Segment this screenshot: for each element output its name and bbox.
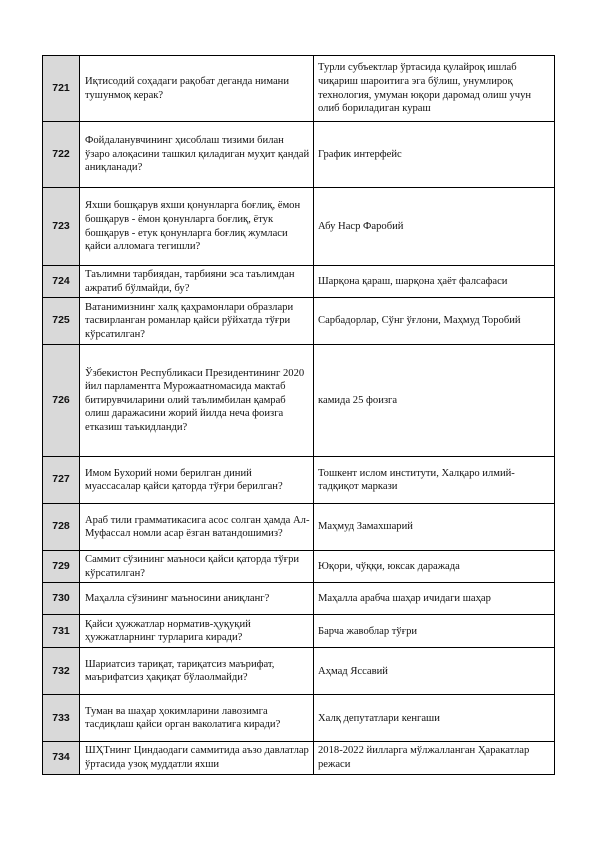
row-number: 727 (43, 457, 80, 504)
table-row (43, 345, 555, 457)
question-cell: Таълимни тарбиядан, тарбияни эса таълимдан ажратиб бўлмайди, бу? (80, 266, 314, 298)
question-cell: Туман ва шаҳар ҳокимларини лавозимга тасдиқлаш қайси орган ваколатига киради? (80, 695, 314, 742)
question-cell: Имом Бухорий номи берилган диний муассасалар қайси қаторда тўғри берилган? (80, 457, 314, 504)
question-cell: ШҲТнинг Циндаодаги саммитида аъзо давлатлар ўртасида узоқ муддатли яхши (80, 742, 314, 774)
answer-cell: Тошкент ислом институти, Халқаро илмий-тадқиқот маркази (314, 457, 555, 504)
table-row (43, 56, 555, 122)
table-row (43, 188, 555, 266)
question-cell: Иқтисодий соҳадаги рақобат деганда нимани тушунмоқ керак? (80, 56, 314, 122)
question-cell: Саммит сўзининг маъноси қайси қаторда тўғри кўрсатилган? (80, 551, 314, 583)
qa-table (42, 55, 555, 775)
question-cell: Маҳалла сўзининг маъносини аниқланг? (80, 583, 314, 615)
table-row (43, 122, 555, 188)
answer-cell: Барча жавоблар тўғри (314, 615, 555, 648)
table-row (43, 648, 555, 695)
table-row (43, 615, 555, 648)
row-number: 721 (43, 56, 80, 122)
answer-cell: Маҳалла арабча шаҳар ичидаги шаҳар (314, 583, 555, 615)
row-number: 729 (43, 551, 80, 583)
row-number: 731 (43, 615, 80, 648)
question-cell: Ватанимизнинг халқ қаҳрамонлари образлари тасвирланган романлар қайси рўйхатда тўғри кўрсатилган? (80, 298, 314, 345)
table-row (43, 504, 555, 551)
table-row (43, 695, 555, 742)
answer-cell: Турли субъектлар ўртасида қулайроқ ишлаб чиқариш шароитига эга бўлиш, унумлироқ технология, умуман юқори даромад олиш учун олиб бориладиган кураш (314, 56, 555, 122)
qa-table-body (43, 56, 555, 775)
table-row (43, 298, 555, 345)
answer-cell: Юқори, чўққи, юксак даражада (314, 551, 555, 583)
row-number: 726 (43, 345, 80, 457)
answer-cell: Маҳмуд Замахшарий (314, 504, 555, 551)
answer-cell: Халқ депутатлари кенгаши (314, 695, 555, 742)
table-row (43, 583, 555, 615)
row-number: 728 (43, 504, 80, 551)
row-number: 732 (43, 648, 80, 695)
question-cell: Ўзбекистон Республикаси Президентининг 2020 йил парламентга Мурожаатномасида мактаб битирувчиларини олий таълимбилан қамраб олиш даражасини жорий йилда неча фоизга етказиш таъкидланди? (80, 345, 314, 457)
row-number: 725 (43, 298, 80, 345)
answer-cell: Абу Наср Фаробий (314, 188, 555, 266)
answer-cell: 2018-2022 йилларга мўлжалланган Ҳаракатлар режаси (314, 742, 555, 774)
row-number: 730 (43, 583, 80, 615)
table-row (43, 457, 555, 504)
row-number: 722 (43, 122, 80, 188)
question-cell: Фойдаланувчининг ҳисоблаш тизими билан ўзаро алоқасини ташкил қиладиган муҳит қандай аниқланади? (80, 122, 314, 188)
row-number: 733 (43, 695, 80, 742)
row-number: 724 (43, 266, 80, 298)
answer-cell: Сарбадорлар, Сўнг ўғлони, Маҳмуд Торобий (314, 298, 555, 345)
row-number: 734 (43, 742, 80, 774)
answer-cell: Аҳмад Яссавий (314, 648, 555, 695)
question-cell: Араб тили грамматикасига асос солган ҳамда Ал-Муфассал номли асар ёзган ватандошимиз? (80, 504, 314, 551)
row-number: 723 (43, 188, 80, 266)
question-cell: Шариатсиз тариқат, тариқатсиз маърифат, маърифатсиз ҳақиқат бўлаолмайди? (80, 648, 314, 695)
question-cell: Яхши бошқарув яхши қонунларга боғлиқ, ёмон бошқарув - ёмон қонунларга боғлиқ, ётук бошқарув - етук қонунларга боғлиқ жумласи қайси алломага тегишли? (80, 188, 314, 266)
table-row (43, 266, 555, 298)
answer-cell: График интерфейс (314, 122, 555, 188)
question-cell: Қайси ҳужжатлар норматив-ҳуқуқий ҳужжатларнинг турларига киради? (80, 615, 314, 648)
answer-cell: камида 25 фоизга (314, 345, 555, 457)
table-row (43, 551, 555, 583)
table-row (43, 742, 555, 774)
answer-cell: Шарқона қараш, шарқона ҳаёт фалсафаси (314, 266, 555, 298)
